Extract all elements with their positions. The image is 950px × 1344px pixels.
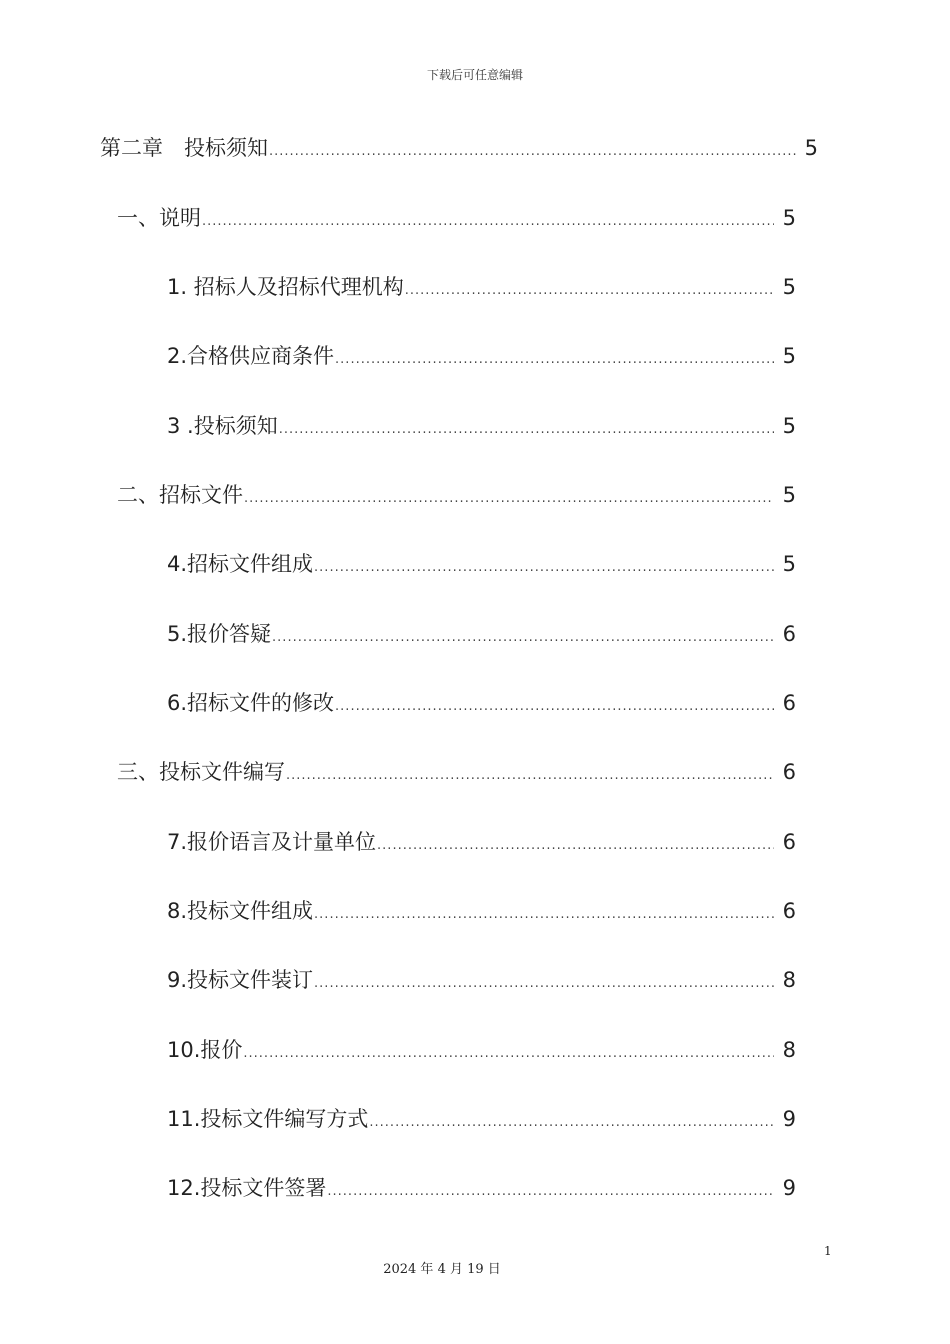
toc-entry[interactable] bbox=[100, 128, 818, 168]
toc-entry-page: 9 bbox=[782, 1176, 796, 1200]
toc-entry-label: 三、投标文件编写 bbox=[117, 760, 285, 784]
toc-entry[interactable] bbox=[167, 614, 796, 654]
toc-entry-label: 12.投标文件签署 bbox=[167, 1176, 327, 1200]
toc-leader bbox=[202, 202, 774, 238]
toc-entry-page: 5 bbox=[782, 414, 796, 438]
toc-entry[interactable] bbox=[167, 267, 796, 307]
toc-leader bbox=[335, 687, 774, 723]
toc-leader bbox=[272, 618, 774, 654]
toc-entry[interactable] bbox=[167, 406, 796, 446]
toc-entry[interactable] bbox=[167, 822, 796, 862]
toc-entry-label: 2.合格供应商条件 bbox=[167, 344, 335, 368]
toc-entry[interactable] bbox=[117, 475, 796, 515]
header-note: 下载后可任意编辑 bbox=[426, 68, 523, 82]
toc-entry-label: 二、招标文件 bbox=[117, 483, 243, 507]
toc-entry-label: 7.报价语言及计量单位 bbox=[167, 830, 377, 854]
toc-leader bbox=[314, 964, 774, 1000]
toc-entry-page: 6 bbox=[782, 830, 796, 854]
toc-entry[interactable] bbox=[117, 752, 796, 792]
toc-entry[interactable] bbox=[167, 1099, 796, 1139]
toc-leader bbox=[377, 826, 774, 862]
toc-entry-label: 10.报价 bbox=[167, 1038, 243, 1062]
toc-entry-label: 一、说明 bbox=[117, 206, 201, 230]
toc-entry-label: 6.招标文件的修改 bbox=[167, 691, 335, 715]
toc-entry-page: 9 bbox=[782, 1107, 796, 1131]
toc-entry-page: 5 bbox=[782, 206, 796, 230]
toc-entry-page: 5 bbox=[782, 483, 796, 507]
toc-leader bbox=[269, 132, 796, 168]
toc-leader bbox=[314, 895, 774, 931]
toc-entry-page: 5 bbox=[782, 344, 796, 368]
toc-entry[interactable] bbox=[167, 1168, 796, 1208]
toc-entry-label: 11.投标文件编写方式 bbox=[167, 1107, 369, 1131]
page-number: 1 bbox=[824, 1244, 832, 1258]
toc-leader bbox=[369, 1103, 774, 1139]
toc-entry-label: 3 .投标须知 bbox=[167, 414, 278, 438]
toc-entry-page: 6 bbox=[782, 691, 796, 715]
toc-entry-label: 第二章 投标须知 bbox=[100, 136, 268, 160]
toc-entry[interactable] bbox=[167, 336, 796, 376]
toc-entry-page: 6 bbox=[782, 622, 796, 646]
toc-entry[interactable] bbox=[167, 891, 796, 931]
toc-entry[interactable] bbox=[117, 198, 796, 238]
toc-leader bbox=[286, 756, 774, 792]
toc-entry-label: 4.招标文件组成 bbox=[167, 552, 314, 576]
toc-leader bbox=[243, 1034, 774, 1070]
toc-leader bbox=[335, 340, 774, 376]
toc-leader bbox=[244, 479, 774, 515]
toc-entry-label: 8.投标文件组成 bbox=[167, 899, 314, 923]
footer-date: 2024 年 4 月 19 日 bbox=[383, 1262, 501, 1277]
toc-entry-page: 8 bbox=[782, 1038, 796, 1062]
toc-leader bbox=[327, 1172, 774, 1208]
toc-leader bbox=[314, 548, 774, 584]
toc-entry-page: 5 bbox=[804, 136, 818, 160]
toc-entry-page: 5 bbox=[782, 552, 796, 576]
toc-entry[interactable] bbox=[167, 1030, 796, 1070]
toc-entry[interactable] bbox=[167, 544, 796, 584]
toc-entry-label: 9.投标文件装订 bbox=[167, 968, 314, 992]
toc-entry-label: 1. 招标人及招标代理机构 bbox=[167, 275, 404, 299]
toc-entry[interactable] bbox=[167, 683, 796, 723]
toc-entry-page: 5 bbox=[782, 275, 796, 299]
toc-leader bbox=[405, 271, 774, 307]
toc-leader bbox=[279, 410, 774, 446]
toc-entry-page: 6 bbox=[782, 760, 796, 784]
toc-entry-page: 6 bbox=[782, 899, 796, 923]
toc-entry-page: 8 bbox=[782, 968, 796, 992]
toc-entry[interactable] bbox=[167, 960, 796, 1000]
toc-entry-label: 5.报价答疑 bbox=[167, 622, 272, 646]
